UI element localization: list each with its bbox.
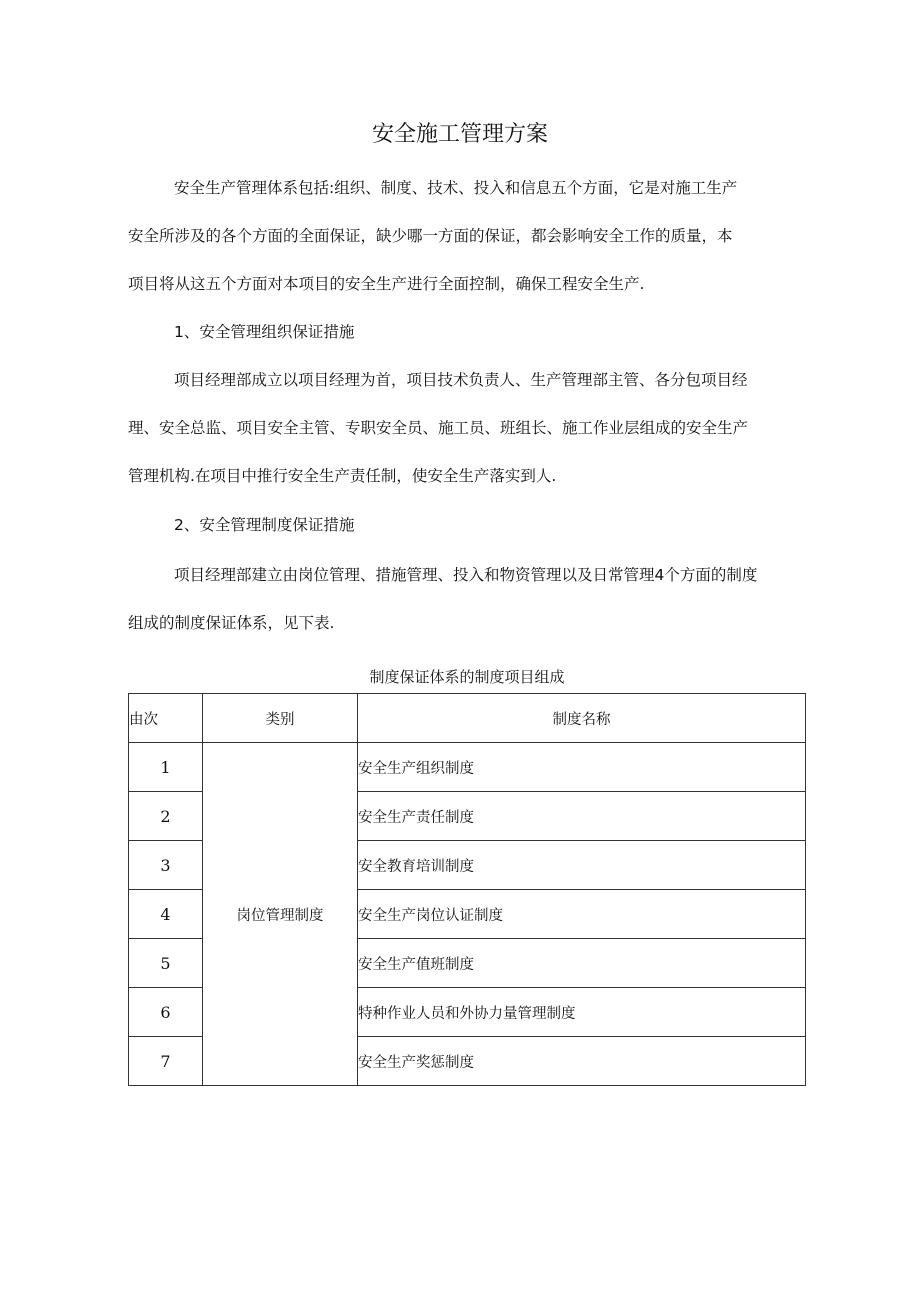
- intro-paragraph: [128, 164, 808, 308]
- category-cell: 岗位管理制度: [203, 743, 358, 1086]
- section-2-line-2: 组成的制度保证体系，见下表.: [128, 614, 335, 632]
- section-1-line-1: 项目经理部成立以项目经理为首，项目技术负责人、生产管理部主管、各分包项目经: [174, 371, 748, 389]
- row-number: 7: [129, 1037, 203, 1086]
- section-2-paragraph: [128, 551, 808, 647]
- row-number: 4: [129, 890, 203, 939]
- row-number: 6: [129, 988, 203, 1037]
- table-row: [129, 743, 806, 792]
- intro-line-2: 安全所涉及的各个方面的全面保证，缺少哪一方面的保证，都会影响安全工作的质量，本: [128, 227, 733, 245]
- section-1-line-3: 管理机构.在项目中推行安全生产责任制，使安全生产落实到人.: [128, 467, 557, 485]
- row-number: 3: [129, 841, 203, 890]
- intro-line-3: 项目将从这五个方面对本项目的安全生产进行全面控制，确保工程安全生产.: [128, 275, 645, 293]
- document-title: 安全施工管理方案: [371, 122, 548, 147]
- row-name: 安全生产组织制度: [358, 743, 806, 792]
- row-name: 安全生产岗位认证制度: [358, 890, 806, 939]
- section-1-heading: 1、安全管理组织保证措施: [174, 323, 355, 341]
- table-header-row: [129, 694, 806, 743]
- table-caption: 制度保证体系的制度项目组成: [369, 668, 565, 686]
- intro-line-1: 安全生产管理体系包括:组织、制度、技术、投入和信息五个方面，它是对施工生产: [174, 179, 738, 197]
- row-name: 特种作业人员和外协力量管理制度: [358, 988, 806, 1037]
- header-index: 由次: [129, 694, 203, 743]
- row-name: 安全生产奖惩制度: [358, 1037, 806, 1086]
- row-number: 2: [129, 792, 203, 841]
- row-name: 安全生产值班制度: [358, 939, 806, 988]
- section-1-paragraph: [128, 356, 808, 500]
- row-name: 安全教育培训制度: [358, 841, 806, 890]
- row-number: 5: [129, 939, 203, 988]
- row-name: 安全生产责任制度: [358, 792, 806, 841]
- header-name: 制度名称: [358, 694, 806, 743]
- system-table: [128, 693, 806, 1086]
- row-number: 1: [129, 743, 203, 792]
- section-2-heading: 2、安全管理制度保证措施: [174, 516, 355, 534]
- section-2-line-1: 项目经理部建立由岗位管理、措施管理、投入和物资管理以及日常管理4个方面的制度: [174, 566, 758, 584]
- header-category: 类别: [203, 694, 358, 743]
- section-1-line-2: 理、安全总监、项目安全主管、专职安全员、施工员、班组长、施工作业层组成的安全生产: [128, 419, 749, 437]
